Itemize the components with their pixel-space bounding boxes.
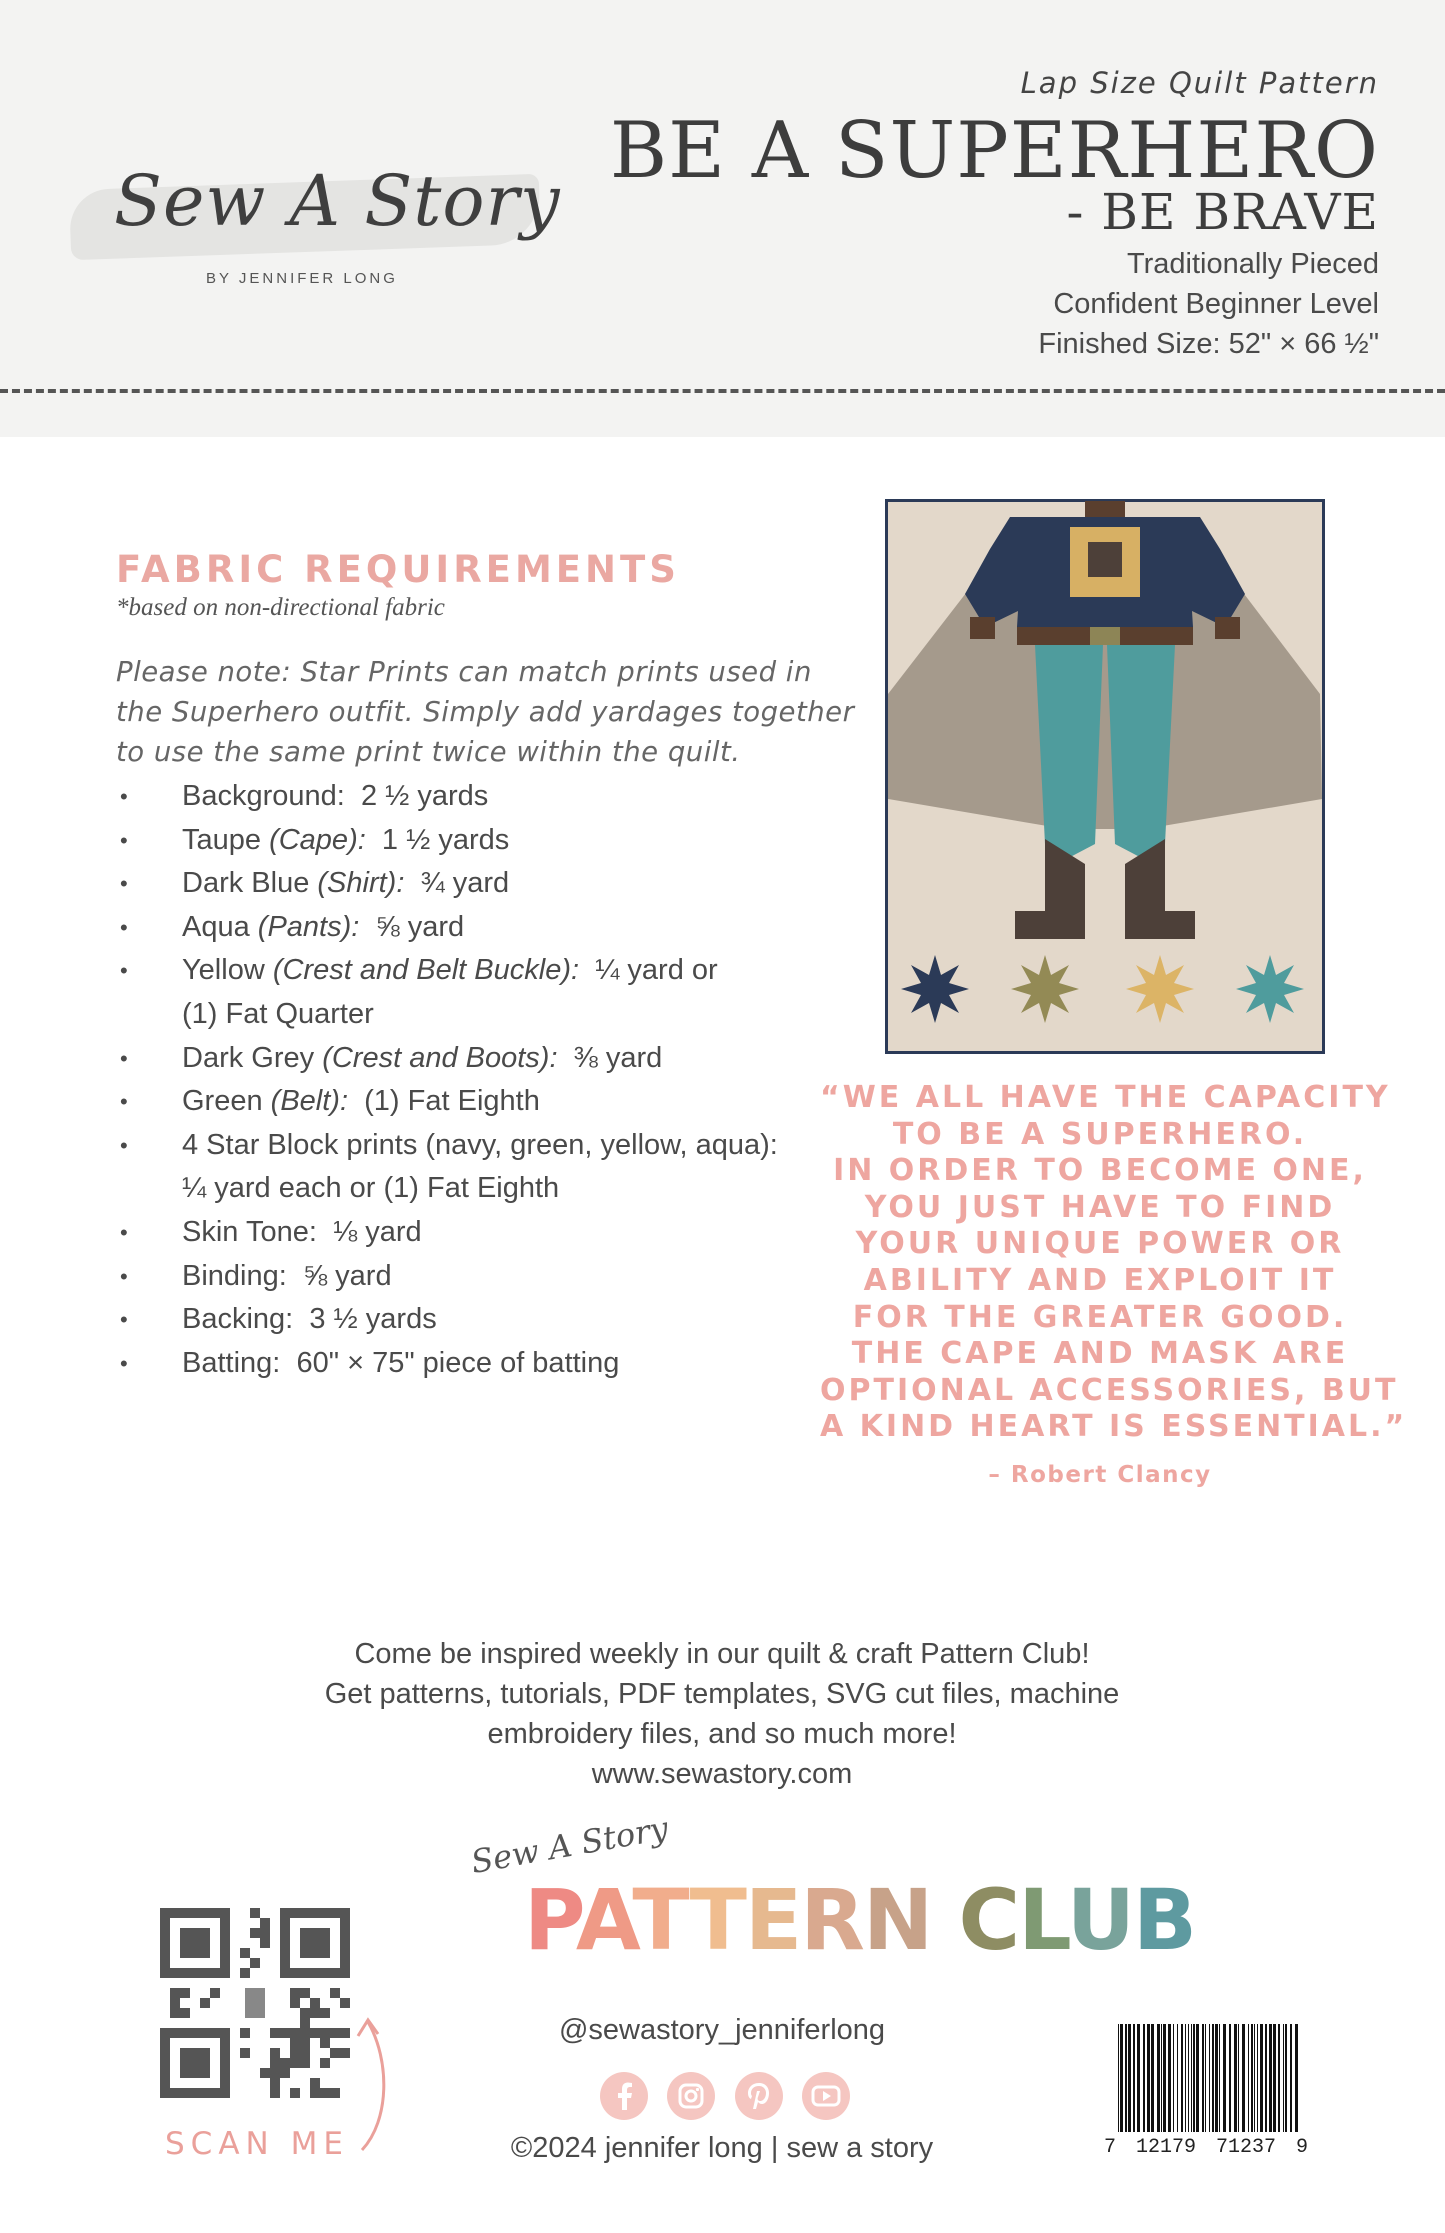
- meta-technique: Traditionally Pieced: [1127, 248, 1379, 280]
- club-logo-letter: E: [744, 1871, 801, 1969]
- quilt-star-aqua: [1236, 955, 1304, 1023]
- fabric-item-detail: (Pants):: [257, 910, 360, 943]
- logo-script-text: Sew A Story: [114, 160, 561, 242]
- fabric-item-amount: 1 ½ yards: [381, 823, 510, 856]
- club-logo-word: [524, 1871, 1195, 1969]
- fabric-item-amount: ⅝ yard: [375, 910, 465, 943]
- fabric-item-label: Dark Blue: [182, 867, 318, 900]
- barcode-digit: 71237: [1216, 2136, 1277, 2159]
- fabric-item-continuation: ¼ yard each or (1) Fat Eighth: [182, 1172, 560, 1205]
- scan-me-label: SCAN ME: [165, 2126, 349, 2162]
- club-logo-letter: A: [575, 1871, 633, 1969]
- curved-arrow-icon: [350, 2010, 400, 2160]
- fabric-item-amount: ¼ yard or: [595, 954, 718, 987]
- quote-line: YOU JUST HAVE TO FIND: [864, 1189, 1336, 1225]
- fabric-item: [116, 862, 778, 906]
- fabric-item-amount: (1) Fat Eighth: [364, 1085, 540, 1118]
- fabric-item-amount: ⅛ yard: [333, 1215, 422, 1248]
- bullet-icon: •: [120, 1219, 128, 1245]
- fabric-item: [116, 1342, 778, 1386]
- fabric-item-label: Green: [182, 1085, 271, 1118]
- quilt-illustration: [885, 499, 1325, 1054]
- bullet-icon: •: [120, 1045, 128, 1071]
- bullet-icon: •: [120, 1132, 128, 1158]
- fabric-item-label: Yellow: [182, 954, 273, 987]
- club-logo-letter: N: [862, 1871, 932, 1969]
- fabric-item-detail: (Belt):: [270, 1085, 349, 1118]
- barcode-digit: 9: [1296, 2136, 1309, 2159]
- fabric-item-detail: (Shirt):: [317, 867, 405, 900]
- club-logo-letter: B: [1132, 1871, 1195, 1969]
- barcode-digit: 7: [1104, 2136, 1117, 2159]
- quote-line: A KIND HEART IS ESSENTIAL.”: [820, 1409, 1408, 1445]
- note-line: the Superhero outfit. Simply add yardages together: [116, 696, 855, 728]
- brand-logo: [70, 160, 561, 300]
- fabric-item: [116, 1037, 778, 1081]
- bullet-icon: •: [120, 1307, 128, 1333]
- social-icons: [600, 2072, 860, 2122]
- fabric-item-continuation: (1) Fat Quarter: [182, 997, 374, 1030]
- fabric-item-label: 4 Star Block prints (navy, green, yellow, aqua):: [182, 1128, 778, 1161]
- fabric-item: [116, 1298, 778, 1342]
- fabric-item: [116, 1211, 778, 1255]
- bullet-icon: •: [120, 871, 128, 897]
- club-logo-letter: [931, 1871, 958, 1969]
- pattern-club-logo: [468, 1808, 1195, 1976]
- fabric-item-amount: ¾ yard: [420, 867, 510, 900]
- bullet-icon: •: [120, 1263, 128, 1289]
- club-logo-letter: R: [800, 1871, 863, 1969]
- bullet-icon: •: [120, 914, 128, 940]
- pinterest-icon[interactable]: [735, 2072, 783, 2120]
- fabric-item: [116, 1080, 778, 1124]
- quilt-star-green: [1011, 955, 1079, 1023]
- logo-byline: BY JENNIFER LONG: [206, 270, 398, 287]
- instagram-icon[interactable]: [667, 2072, 715, 2120]
- quote-line: FOR THE GREATER GOOD.: [852, 1299, 1348, 1335]
- fabric-item-amount: ⅝ yard: [302, 1259, 392, 1292]
- fabric-item-label: Skin Tone:: [182, 1215, 317, 1248]
- fabric-item: [116, 949, 778, 1036]
- bullet-icon: •: [120, 1089, 128, 1115]
- club-line: embroidery files, and so much more!: [487, 1718, 957, 1750]
- club-logo-letter: T: [632, 1871, 690, 1969]
- fabric-item-detail: (Crest and Boots):: [322, 1041, 558, 1074]
- pattern-meta: [1038, 244, 1379, 364]
- quilt-crest-inner: [1088, 542, 1122, 577]
- fabric-item-label: Taupe: [182, 823, 270, 856]
- quote-line: YOUR UNIQUE POWER OR: [855, 1226, 1345, 1262]
- dashed-divider: [0, 389, 1445, 393]
- fabric-item: [116, 775, 778, 819]
- quote-line: ABILITY AND EXPLOIT IT: [863, 1262, 1337, 1298]
- qr-code[interactable]: [160, 1908, 350, 2098]
- fabric-item-amount: 3 ½ yards: [309, 1303, 437, 1336]
- note-line: Please note: Star Prints can match prints used in: [116, 656, 812, 688]
- fabric-list: [116, 775, 778, 1385]
- fabric-item: [116, 906, 778, 950]
- quote-line: TO BE A SUPERHERO.: [892, 1116, 1308, 1152]
- facebook-icon[interactable]: [600, 2072, 648, 2120]
- fabric-item: [116, 1124, 778, 1211]
- fabric-item: [116, 1255, 778, 1299]
- fabric-item-label: Aqua: [182, 910, 258, 943]
- barcode: [1100, 2018, 1315, 2168]
- fabric-item: [116, 819, 778, 863]
- note-line: to use the same print twice within the quilt.: [116, 736, 741, 768]
- barcode-digit: 12179: [1136, 2136, 1197, 2159]
- quote-line: “WE ALL HAVE THE CAPACITY: [820, 1080, 1391, 1115]
- pattern-subtitle: Lap Size Quilt Pattern: [1020, 66, 1379, 100]
- fabric-item-detail: (Crest and Belt Buckle):: [272, 954, 580, 987]
- quilt-star-yellow: [1126, 955, 1194, 1023]
- quilt-belt-buckle: [1090, 627, 1120, 645]
- pattern-title: BE A SUPERHERO: [609, 106, 1379, 196]
- fabric-subheading: *based on non-directional fabric: [116, 594, 445, 621]
- meta-level: Confident Beginner Level: [1053, 288, 1379, 320]
- fabric-item-label: Dark Grey: [182, 1041, 323, 1074]
- quilt-star-navy: [901, 955, 969, 1023]
- fabric-item-label: Binding:: [182, 1259, 287, 1292]
- club-line: Get patterns, tutorials, PDF templates, SVG cut files, machine: [324, 1678, 1120, 1710]
- fabric-item-detail: (Cape):: [269, 823, 366, 856]
- youtube-icon[interactable]: [802, 2072, 850, 2120]
- quote-author: – Robert Clancy: [988, 1462, 1212, 1488]
- fabric-item-amount: 60" × 75" piece of batting: [296, 1346, 620, 1379]
- website-link[interactable]: www.sewastory.com: [591, 1758, 853, 1790]
- fabric-note: [116, 652, 856, 772]
- fabric-item-label: Batting:: [182, 1346, 281, 1379]
- club-line: Come be inspired weekly in our quilt & craft Pattern Club!: [354, 1638, 1090, 1670]
- quilt-left-leg: [1035, 645, 1103, 864]
- club-logo-script: Sew A Story: [468, 1808, 671, 1882]
- superhero-quote: [820, 1080, 1408, 1446]
- fabric-item-label: Background:: [182, 780, 345, 812]
- header-band: [0, 0, 1445, 437]
- fabric-heading: FABRIC REQUIREMENTS: [116, 548, 680, 591]
- club-logo-letter: L: [1018, 1871, 1067, 1969]
- meta-size: Finished Size: 52" × 66 ½": [1038, 328, 1379, 360]
- fabric-item-amount: 2 ½ yards: [360, 780, 489, 812]
- copyright: ©2024 jennifer long | sew a story: [510, 2132, 934, 2164]
- bullet-icon: •: [120, 784, 128, 809]
- fabric-item-label: Backing:: [182, 1303, 294, 1336]
- club-logo-letter: T: [689, 1871, 745, 1969]
- bullet-icon: •: [120, 1350, 128, 1376]
- club-logo-letter: P: [524, 1871, 576, 1969]
- quilt-right-hand: [1215, 617, 1240, 639]
- club-logo-letter: U: [1066, 1871, 1133, 1969]
- quilt-right-leg: [1107, 645, 1175, 864]
- bullet-icon: •: [120, 827, 128, 853]
- quilt-head: [1085, 501, 1125, 519]
- quilt-left-hand: [970, 617, 995, 639]
- bullet-icon: •: [120, 958, 128, 984]
- quote-line: IN ORDER TO BECOME ONE,: [833, 1153, 1367, 1189]
- fabric-item-amount: ⅜ yard: [573, 1041, 663, 1074]
- club-description: [222, 1634, 1222, 1794]
- club-logo-letter: C: [958, 1871, 1019, 1969]
- social-handle[interactable]: @sewastory_jenniferlong: [558, 2014, 886, 2046]
- pattern-title-line2: - BE BRAVE: [1066, 183, 1379, 241]
- quote-line: THE CAPE AND MASK ARE: [851, 1336, 1349, 1372]
- quote-line: OPTIONAL ACCESSORIES, BUT: [820, 1372, 1399, 1408]
